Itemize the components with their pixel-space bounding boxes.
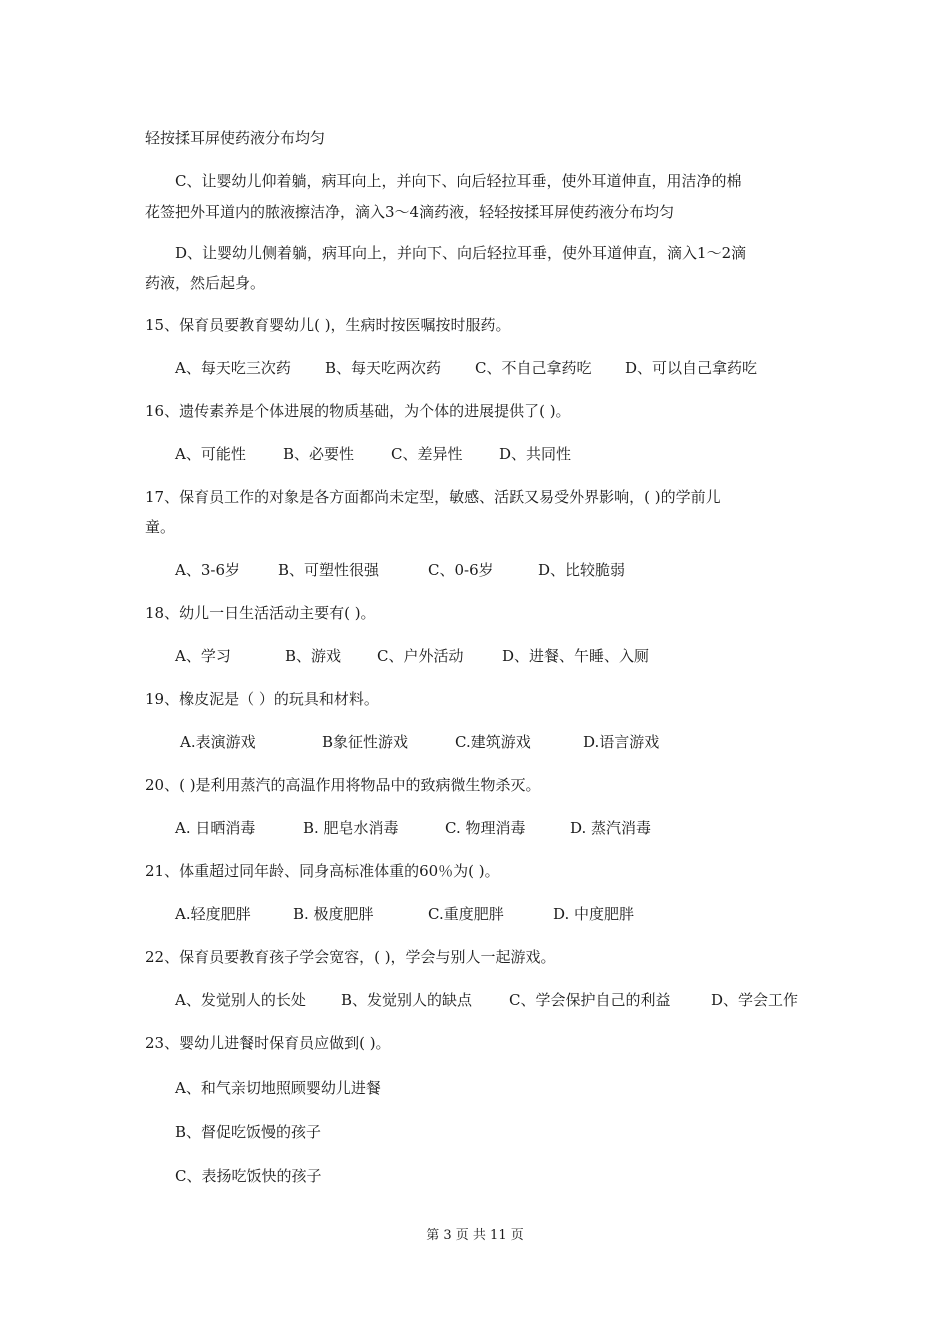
question-23: 23、婴幼儿进餐时保育员应做到( )。 (145, 1034, 391, 1052)
option-d: D、学会工作 (711, 991, 799, 1009)
question-15-options (175, 358, 757, 378)
option-a: A、每天吃三次药 (175, 359, 291, 377)
option-c-line-1: C、让婴幼儿仰着躺，病耳向上，并向下、向后轻拉耳垂，使外耳道伸直，用洁净的棉 (175, 172, 742, 190)
question-22-options (175, 990, 798, 1010)
question-19-options (180, 732, 659, 752)
option-d: D.语言游戏 (583, 733, 660, 751)
question-18: 18、幼儿一日生活活动主要有( )。 (145, 604, 376, 622)
option-b: B. 极度肥胖 (293, 905, 374, 923)
question-20: 20、( )是利用蒸汽的高温作用将物品中的致病微生物杀灭。 (145, 776, 541, 794)
option-b: B、游戏 (285, 647, 342, 665)
option-d: D. 中度肥胖 (553, 905, 635, 923)
question-23-option-a: A、和气亲切地照顾婴幼儿进餐 (175, 1079, 381, 1097)
option-d: D、比较脆弱 (538, 561, 626, 579)
question-23-option-b: B、督促吃饭慢的孩子 (175, 1123, 322, 1141)
question-17-options (175, 560, 625, 580)
question-15: 15、保育员要教育婴幼儿( )，生病时按医嘱按时服药。 (145, 316, 511, 334)
option-d-line-2: 药液，然后起身。 (145, 274, 266, 292)
question-23-option-c: C、表扬吃饭快的孩子 (175, 1167, 322, 1185)
option-a: A.表演游戏 (180, 733, 256, 751)
question-18-options (175, 646, 649, 666)
option-c: C、差异性 (391, 445, 463, 463)
page-footer: 第 3 页 共 11 页 (426, 1228, 524, 1243)
question-20-options (175, 818, 651, 838)
question-16: 16、遗传素养是个体进展的物质基础，为个体的进展提供了( )。 (145, 402, 571, 420)
option-b: B、必要性 (283, 445, 355, 463)
option-d: D、进餐、午睡、入厕 (502, 647, 650, 665)
option-b: B象征性游戏 (322, 733, 409, 751)
option-a: A、可能性 (175, 445, 246, 463)
option-a: A、发觉别人的长处 (175, 991, 306, 1009)
option-b: B、每天吃两次药 (325, 359, 442, 377)
option-c: C、户外活动 (377, 647, 464, 665)
question-21-options (175, 904, 634, 924)
option-c: C、0-6岁 (428, 561, 494, 579)
option-d: D、共同性 (499, 445, 572, 463)
option-c: C.重度肥胖 (428, 905, 504, 923)
question-19: 19、橡皮泥是（ ）的玩具和材料。 (145, 690, 379, 708)
question-16-options (175, 444, 571, 464)
question-17-line-1: 17、保育员工作的对象是各方面都尚未定型，敏感、活跃又易受外界影响，( )的学前儿 (145, 488, 721, 506)
option-d-line-1: D、让婴幼儿侧着躺，病耳向上，并向下、向后轻拉耳垂，使外耳道伸直，滴入1～2滴 (175, 244, 747, 262)
option-b: B、可塑性很强 (278, 561, 380, 579)
option-c: C. 物理消毒 (445, 819, 526, 837)
question-17-line-2: 童。 (145, 518, 176, 536)
option-a: A、3-6岁 (175, 561, 240, 579)
option-d: D. 蒸汽消毒 (570, 819, 652, 837)
option-a: A.轻度肥胖 (175, 905, 251, 923)
question-22: 22、保育员要教育孩子学会宽容，( )，学会与别人一起游戏。 (145, 948, 556, 966)
question-21: 21、体重超过同年龄、同身高标准体重的60％为( )。 (145, 862, 500, 880)
option-a: A. 日晒消毒 (175, 819, 256, 837)
option-c: C.建筑游戏 (455, 733, 531, 751)
option-d: D、可以自己拿药吃 (625, 359, 758, 377)
text-line: 轻按揉耳屏使药液分布均匀 (145, 129, 326, 147)
option-b: B、发觉别人的缺点 (341, 991, 473, 1009)
option-c-line-2: 花签把外耳道内的脓液擦洁净，滴入3～4滴药液，轻轻按揉耳屏使药液分布均匀 (145, 203, 675, 221)
option-c: C、不自己拿药吃 (475, 359, 592, 377)
option-b: B. 肥皂水消毒 (303, 819, 399, 837)
option-c: C、学会保护自己的利益 (509, 991, 671, 1009)
option-a: A、学习 (175, 647, 231, 665)
